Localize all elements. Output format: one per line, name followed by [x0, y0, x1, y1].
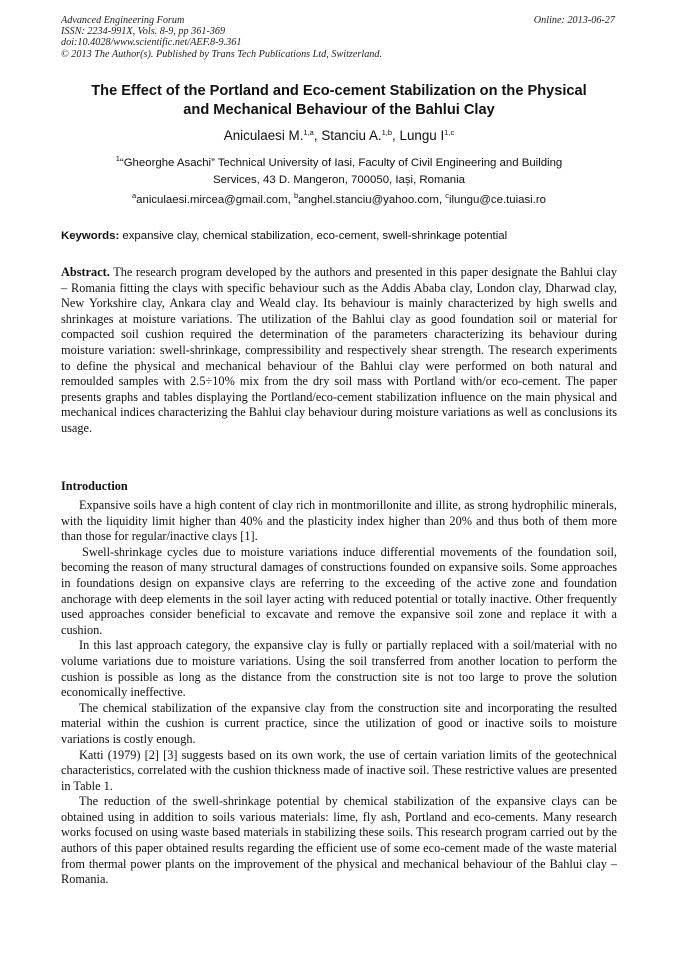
affiliation-sup: 1 — [115, 154, 120, 163]
title-line-2: and Mechanical Behaviour of the Bahlui Clay — [183, 101, 495, 118]
introduction-heading: Introduction — [61, 479, 128, 493]
affiliation — [50, 155, 628, 188]
journal-name: Advanced Engineering Forum — [61, 15, 185, 26]
author-1: Aniculaesi M. — [223, 128, 304, 143]
email-a-sup: a — [131, 191, 137, 200]
author-1-sup: 1,a — [303, 128, 314, 137]
author-separator: , — [392, 128, 400, 143]
author-2: Stanciu A. — [321, 128, 382, 143]
paper-title — [50, 82, 628, 119]
email-c-sup: c — [445, 191, 449, 200]
abstract-label: Abstract. — [61, 265, 110, 279]
abstract-text: The research program developed by the authors and presented in this paper designate the Bahlui clay – Romania fitting the clays with specific behaviour such as the Addis Ababa clay, London clay, Dharwad clay, New Yorkshire clay, Ankara clay and Weald clay. Its behaviour is mainly characterized by high swells and shrinkages at moisture variations. The utilization of the Bahlui clay as good foundation soil or material for compacted soil cushion required the determination of the parameters characterizing its behaviour during moisture variation: swell-shrinkage, compressibility and respectively shear strength. The research experiments to define the physical and mechanical behaviour of the Bahlui clay were performed on both natural and remoulded samples with 2.5÷10% mix from the dry soil mass with Portland with/or eco-cement. The paper presents graphs and tables displaying the Portland/eco-cement stabilization influence on the main physical and mechanical indices characterizing the Bahlui clay behaviour during moisture variations as well as conclusions its usage. — [61, 265, 617, 435]
intro-paragraph: Expansive soils have a high content of clay rich in montmorillonite and illite, as strong hydrophilic minerals, with the liquidity limit higher than 40% and the plasticity index higher than 20% and thus both of them more than those for regular/inactive clays [1]. — [61, 498, 617, 544]
email-a: aniculaesi.mircea@gmail.com, — [136, 194, 294, 206]
intro-paragraph: Swell-shrinkage cycles due to moisture variations induce differential movements of the foundation soil, becoming the reason of many structural damages of constructions founded on expansive soils. Some approaches in foundations design on expansive clays are referring to the exceeding of the active zone and foundation anchorage with deep elements in the soil layer acting with reduced potential or totally inactive. Other frequently used approaches consider beneficial to excavate and remove the expansive soil zone and replace it with a cushion. — [61, 544, 617, 637]
email-list — [50, 193, 628, 207]
intro-paragraph: The chemical stabilization of the expansive clay from the construction site and incorporating the resulted material within the cushion is current practice, since the utilization of good or inactive soils to moisture variations is costly enough. — [61, 700, 617, 746]
keywords — [61, 229, 617, 243]
email-c: ilungu@ce.tuiasi.ro — [448, 194, 546, 206]
author-2-sup: 1,b — [381, 128, 393, 137]
keywords-label: Keywords: — [61, 230, 120, 242]
author-separator: , — [313, 128, 322, 143]
keywords-text: expansive clay, chemical stabilization, eco-cement, swell-shrinkage potential — [119, 230, 508, 242]
online-date: Online: 2013-06-27 — [533, 15, 615, 26]
author-3-sup: 1,c — [444, 128, 455, 137]
introduction-body — [61, 498, 617, 888]
intro-paragraph: The reduction of the swell-shrinkage potential by chemical stabilization of the expansive clays can be obtained using in addition to soils various materials: lime, fly ash, Portland and eco-cements. Many research works focused on using waste based materials in stabilizing these soils. This research program carried out by the authors of this paper obtained results regarding the efficient use of some eco-cement made of the waste material from thermal power plants on the improvement of the physical and mechanical behaviour of the Bahlui clay – Romania. — [61, 794, 617, 887]
copyright-line: © 2013 The Author(s). Published by Trans Tech Publications Ltd, Switzerland. — [61, 48, 383, 60]
email-b-sup: b — [293, 191, 299, 200]
affiliation-line-1: “Gheorghe Asachi” Technical University of Iasi, Faculty of Civil Engineering and Building — [119, 157, 563, 169]
author-list — [50, 127, 628, 144]
title-line-1: The Effect of the Portland and Eco-cement Stabilization on the Physical — [91, 83, 587, 99]
intro-paragraph: Katti (1979) [2] [3] suggests based on its own work, the use of certain variation limits of the geotechnical characteristics, correlated with the cushion thickness made of inactive soil. These restrictive values are presented in Table 1. — [61, 747, 617, 793]
doi-line: doi:10.4028/www.scientific.net/AEF.8-9.361 — [61, 37, 242, 49]
intro-paragraph: In this last approach category, the expansive clay is fully or partially replaced with a soil/material with no volume variations due to moisture variations. Using the soil transferred from another location to perform the cushion is possible as long as the distance from the construction site is not too large to prove the solution economically ineffective. — [61, 638, 617, 700]
abstract — [61, 265, 617, 437]
author-3: Lungu I — [399, 128, 445, 143]
issn-line: ISSN: 2234-991X, Vols. 8-9, pp 361-369 — [61, 26, 226, 38]
journal-header — [61, 15, 382, 60]
affiliation-line-2: Services, 43 D. Mangeron, 700050, Iași, Romania — [213, 173, 465, 186]
email-b: anghel.stanciu@yahoo.com, — [298, 194, 446, 206]
